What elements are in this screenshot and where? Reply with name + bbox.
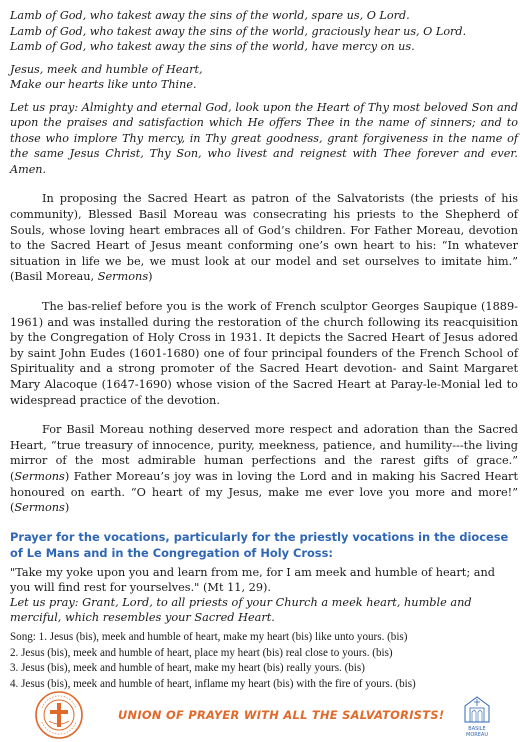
litany [10, 8, 518, 55]
scripture-quote: "Take my yoke upon you and learn from me, for I am meek and humble of heart; and you will find rest for yourselves." (Mt 11, 29). [10, 565, 495, 594]
closing-prayer: Let us pray: Almighty and eternal God, look upon the Heart of Thy most beloved Son and upon the praises and satisfaction which He offers Thee in the name of sinners; and to those who implore Thy mercy, in Thy great goodness, grant forgiveness in the name of the same Jesus Christ, Thy Son, who livest and reignest with Thee forever and ever. Amen. [10, 100, 518, 176]
basile-moreau-logo [455, 694, 499, 740]
invocation [10, 62, 518, 93]
holy-cross-seal-logo [34, 690, 84, 740]
logo-label: MOREAU [466, 732, 488, 738]
song-verse: 3. Jesus (bis), meek and humble of heart, make my heart (bis) really yours. (bis) [10, 662, 365, 675]
source-citation: Sermons [14, 469, 65, 483]
source-citation: Sermons [97, 270, 149, 284]
page-content [10, 8, 518, 693]
litany-line: Lamb of God, who takest away the sins of the world, spare us, O Lord. [10, 9, 410, 22]
song-verse: Song: 1. Jesus (bis), meek and humble of heart, make my heart (bis) like unto yours. (bis) [10, 630, 408, 643]
invocation-line: Jesus, meek and humble of Heart, [10, 62, 203, 76]
paragraph-bas-relief: The bas-relief before you is the work of French sculptor Georges Saupique (1889-1961) and was installed during the restoration of the church following its reacquisition by the Congregation of Holy Cross in 1931. It depicts the Sacred Heart of Jesus adored by saint John Eudes (1601-1680) one of four principal founders of the French School of Spirituality and a strong promoter of the Sacred Heart devotion- and Saint Margaret Mary Alacoque (1647-1690) whose vision of the Sacred Heart at Paray-le-Monial led to widespread practice of the devotion. [10, 300, 518, 407]
union-of-prayer-banner: UNION OF PRAYER WITH ALL THE SALVATORISTS! [118, 708, 445, 722]
litany-line: Lamb of God, who takest away the sins of the world, have mercy on us. [10, 40, 415, 53]
logo-label: BASILE [468, 726, 486, 732]
paragraph-text: ) [64, 501, 70, 515]
invocation-line: Make our hearts like unto Thine. [10, 78, 197, 91]
vocation-prayer: Let us pray: Grant, Lord, to all priests of your Church a meek heart, humble and merciful, which resembles your Sacred Heart. [10, 595, 472, 624]
vocations-heading: Prayer for the vocations, particularly for the priestly vocations in the diocese of Le Mans and in the Congregation of Holy Cross: [10, 529, 509, 560]
source-citation: Sermons [14, 501, 65, 515]
paragraph-moreau-devotion [10, 422, 518, 516]
paragraph-text: ) [148, 270, 153, 284]
litany-line: Lamb of God, who takest away the sins of the world, graciously hear us, O Lord. [10, 24, 467, 38]
paragraph-text: In proposing the Sacred Heart as patron of the Salvatorists (the priests of his community), Blessed Basil Moreau was consecrating his priests to the Shepherd of Souls, whose loving heart embraces all of God’s children. For Father Moreau, devotion to the Sacred Heart of Jesus meant conforming one’s own heart to his: “In whatever situation in life we be, we must look at our model and set ourselves to imitate him.” (Basil Moreau, [10, 192, 518, 284]
paragraph-text: For Basil Moreau nothing deserved more respect and adoration than the Sacred Heart, “true treasury of innocence, purity, meekness, patience, and humility---the living mirror of the most admirable human perfections and the rarest gifts of grace.” ( [10, 423, 518, 483]
paragraph-sacred-heart-patron [10, 191, 518, 285]
footer [0, 690, 525, 742]
song [10, 630, 518, 693]
song-verse: 2. Jesus (bis), meek and humble of heart, place my heart (bis) real close to yours. (bis) [10, 646, 393, 659]
paragraph-text: ) Father Moreau’s joy was in loving the Lord and in making his Sacred Heart honoured on earth. “O heart of my Jesus, make me ever love you more and more!” ( [10, 469, 518, 515]
song-verse: 4. Jesus (bis), meek and humble of heart, inflame my heart (bis) with the fire of yours. (bis) [10, 678, 416, 691]
